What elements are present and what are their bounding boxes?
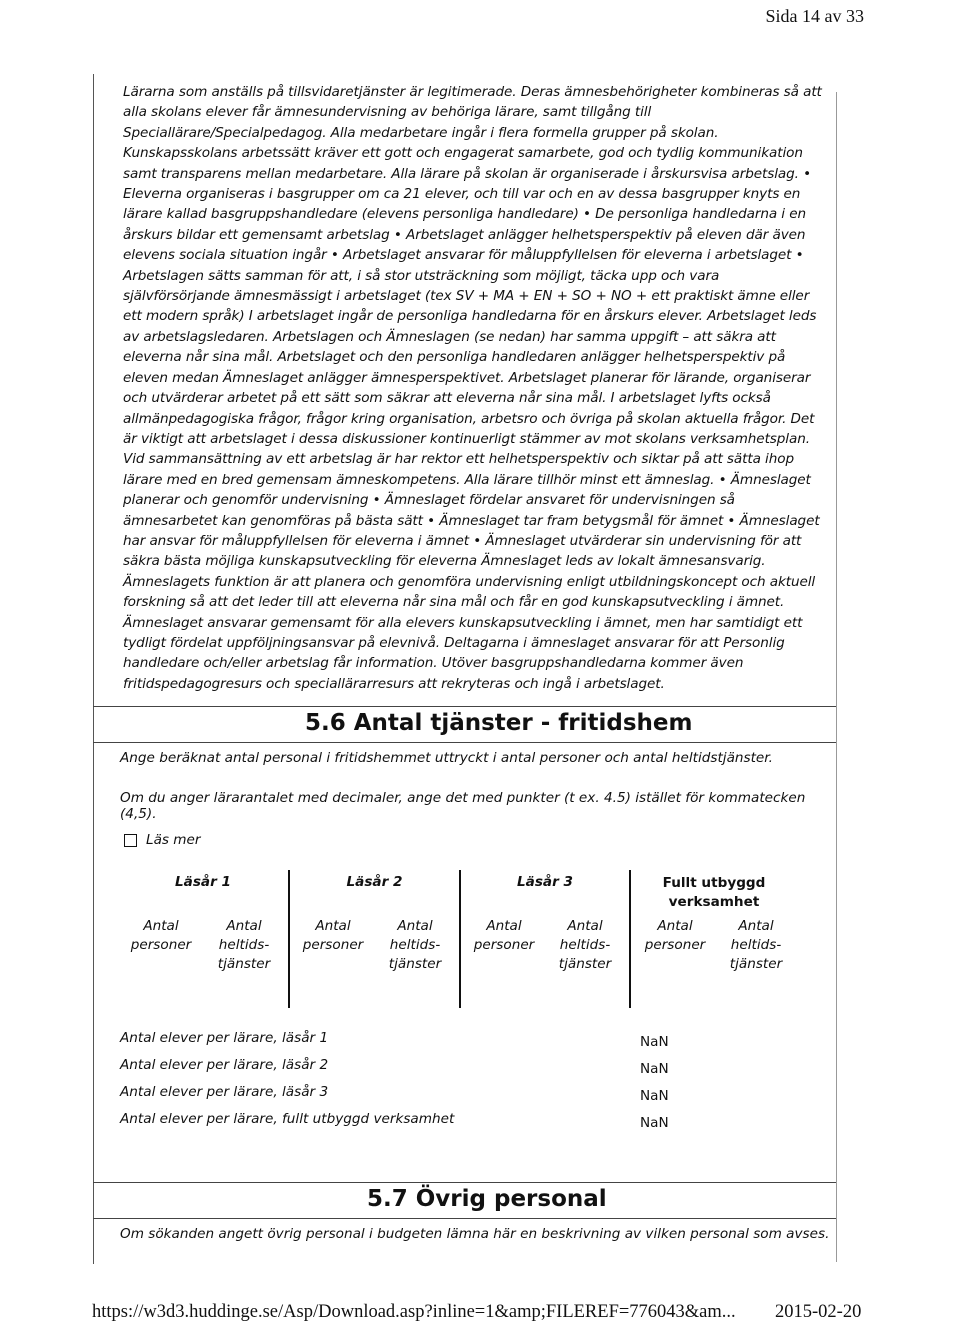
ratio-label-lasar-3: Antal elever per lärare, läsår 3 xyxy=(120,1084,329,1100)
subheader-personer: Antal personer xyxy=(130,918,192,953)
subheader-personer: Antal personer xyxy=(302,918,364,953)
body-paragraph xyxy=(123,82,823,694)
ratio-value-lasar-3: NaN xyxy=(640,1088,669,1104)
section-5-7-heading: 5.7 Övrig personal xyxy=(367,1186,607,1212)
table-separator xyxy=(459,870,461,1008)
ratio-label-lasar-1: Antal elever per lärare, läsår 1 xyxy=(120,1030,329,1046)
ratio-label-lasar-2: Antal elever per lärare, läsår 2 xyxy=(120,1057,329,1073)
column-header-lasar-3: Läsår 3 xyxy=(517,874,573,890)
ratio-label-full: Antal elever per lärare, fullt utbyggd verksamhet xyxy=(120,1111,455,1127)
body-paragraph-text: Lärarna som anställs på tillsvidaretjänster är legitimerade. Deras ämnesbehörigheter kombineras så att alla skolans elever får ämnesundervisning av behöriga lärare, samt tillgång till Speciallärare/Specialpedagog. Alla medarbetare ingår i flera formella grupper på skolan. Kunskapsskolans arbetssätt kräver ett gott och engagerat samarbete, god och tydlig kommunikation samt transparens mellan medarbetare. Alla lärare på skolan är organiserade i årskursvisa arbetslag. • Eleverna organiseras i basgrupper om ca 21 elever, och till var och en av dessa basgrupper knyts en lärare kallad basgruppshandledare (elevens personliga handledare) • De personliga handledarna i en årskurs bildar ett gemensamt arbetslag • Arbetslaget anlägger helhetsperspektiv på eleven där även elevens sociala situation ingår • Arbetslaget ansvarar för måluppfyllelsen för eleverna i arbetslaget • Arbetslagen sätts samman för att, i så stor utsträckning som möjligt, täcka upp och vara självförsörjande ämnesmässigt i arbetslaget (tex SV + MA + EN + SO + NO + ett praktiskt ämne eller ett modern språk) I arbetslaget ingår de personliga handledarna för en årskurs elever. Arbetslaget leds av arbetslagsledaren. Arbetslagen och Ämneslagen (se nedan) har samma uppgift – att säkra att eleverna når sina mål. Arbetslaget och den personliga handledaren anlägger helhetsperspektiv på eleven medan Ämneslaget anlägger ämnesperspektivet. Arbetslaget planerar för lärande, organiserar och utvärderar arbetet på ett sätt som säkrar att eleverna når sina mål. I arbetslaget lyfts också allmänpedagogiska frågor, frågor kring organisation, arbetsro och övriga på skolan aktuella frågor. Det är viktigt att arbetslaget i dessa diskussioner kontinuerligt stämmer av mot skolans verksamhetsplan. Vid sammansättning av ett arbetslag är har rektor ett helhetsperspektiv och siktar på att sätta ihop lärare med en bred gemensam ämneskompetens. Alla lärare tillhör minst ett ämneslag. • Ämneslaget planerar och genomför undervisning • Ämneslaget fördelar ansvaret för undervisningen så ämnesarbetet kan genomföras på bästa sätt • Ämneslaget tar fram betygsmål för ämnet • Ämneslaget har ansvar för måluppfyllelsen för eleverna i ämnet • Ämneslaget utvärderar sin undervisning för att säkra bästa möjliga kunskapsutveckling för eleverna Ämneslaget leds av lokalt ämnesansvarig. Ämneslagets funktion är att planera och genomföra undervisning enligt utbildningskoncept och aktuell forskning så att det leder till att eleverna når sina mål och får en god kunskapsutveckling i ämnet. Ämneslaget ansvarar gemensamt för alla elevers kunskapsutveckling i ämnet, men har samtidigt ett tydligt fördelat uppföljningsansvar på elevnivå. Deltagarna i ämneslaget ansvarar för att Personlig handledare och/eller arbetslag får information. Utöver basgruppshandledarna kommer även fritidspedagogresurs och speciallärarresurs att rekryteras och ingå i arbetslaget. xyxy=(123,84,822,692)
read-more-label[interactable]: Läs mer xyxy=(146,832,201,848)
footer-url[interactable]: https://w3d3.huddinge.se/Asp/Download.asp?inline=1&amp;FILEREF=776043&am... xyxy=(92,1302,736,1322)
left-margin-line xyxy=(93,74,94,1264)
right-margin-line xyxy=(836,92,837,1262)
column-header-lasar-1: Läsår 1 xyxy=(175,874,231,890)
column-header-lasar-2: Läsår 2 xyxy=(346,874,403,890)
section-5-6-heading: 5.6 Antal tjänster - fritidshem xyxy=(305,710,693,736)
read-more-checkbox[interactable] xyxy=(124,834,137,847)
staff-table xyxy=(118,870,800,1010)
page-number: Sida 14 av 33 xyxy=(765,6,864,26)
instruction-other-staff: Om sökanden angett övrig personal i budgeten lämna här en beskrivning av vilken personal som avses. xyxy=(120,1226,830,1242)
table-separator xyxy=(288,870,290,1008)
subheader-personer: Antal personer xyxy=(473,918,535,953)
subheader-heltidstjanster: Antal heltids-tjänster xyxy=(558,918,612,972)
column-header-full: Fullt utbyggd verksamhet xyxy=(662,875,766,910)
section-divider-bottom xyxy=(93,742,836,743)
instruction-staff-count: Ange beräknat antal personal i fritidshemmet uttryckt i antal personer och antal heltidstjänster. xyxy=(120,750,773,766)
table-separator xyxy=(629,870,631,1008)
ratio-value-lasar-1: NaN xyxy=(640,1034,669,1050)
ratio-value-full: NaN xyxy=(640,1115,669,1131)
footer-date: 2015-02-20 xyxy=(775,1302,862,1322)
subheader-heltidstjanster: Antal heltids-tjänster xyxy=(388,918,442,972)
section-divider-top xyxy=(93,1182,836,1183)
ratio-value-lasar-2: NaN xyxy=(640,1061,669,1077)
subheader-heltidstjanster: Antal heltids-tjänster xyxy=(729,918,783,972)
subheader-personer: Antal personer xyxy=(644,918,706,953)
section-divider-bottom xyxy=(93,1218,836,1219)
subheader-heltidstjanster: Antal heltids-tjänster xyxy=(217,918,271,972)
instruction-decimals: Om du anger lärarantalet med decimaler, ange det med punkter (t ex. 4.5) istället för kommatecken (4,5). xyxy=(120,790,806,822)
section-divider-top xyxy=(93,706,836,707)
